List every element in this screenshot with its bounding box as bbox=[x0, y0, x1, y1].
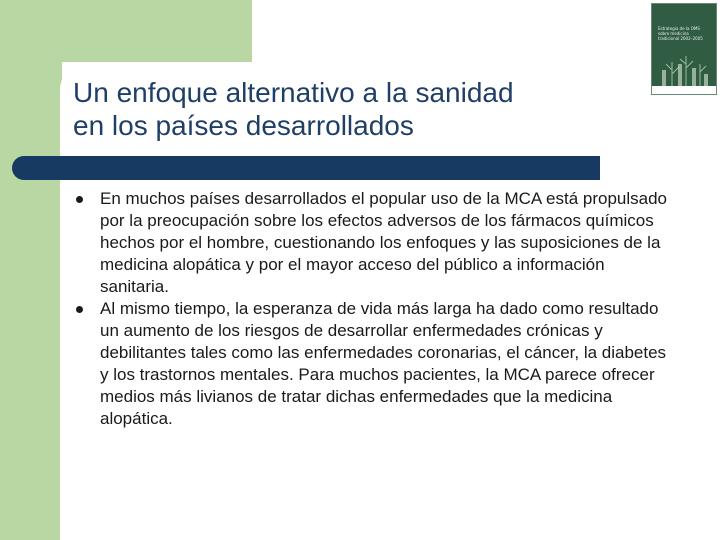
bullet-text: En muchos países desarrollados el popular uso de la MCA está propulsado por la preocupación sobre los efectos adversos de los fármacos químicos hechos por el hombre, cuestionando los enfoques y las suposiciones de la medicina alopática y por el mayor acceso del público a información sanitaria. bbox=[100, 189, 668, 296]
decorative-green-block-left bbox=[0, 62, 62, 540]
document-cover-image bbox=[651, 3, 717, 95]
bullet-text: Al mismo tiempo, la esperanza de vida más larga ha dado como resultado un aumento de los riesgos de desarrollar enfermedades crónicas y debilitantes tales como las enfermedades coronarias, el cáncer, la diabetes y los trastornos mentales. Para muchos pacientes, la MCA parece ofrecer medios más livianos de tratar dichas enfermedades que la medicina alopática. bbox=[100, 299, 667, 428]
slide-title bbox=[73, 76, 633, 142]
bullet-item bbox=[76, 298, 676, 430]
bullet-dot-icon bbox=[76, 306, 83, 313]
bullet-item bbox=[76, 188, 676, 298]
document-cover-text: Estrategia de la OMS sobre medicina tradicional 2002–2005 bbox=[658, 26, 703, 41]
plant-illustration-icon bbox=[652, 4, 717, 95]
bullet-dot-icon bbox=[76, 196, 83, 203]
decorative-green-block-top bbox=[0, 0, 252, 62]
title-underline-bar bbox=[12, 156, 600, 180]
bullet-list bbox=[76, 188, 676, 430]
slide-title-line-2: en los países desarrollados bbox=[73, 110, 414, 141]
document-cover-stripe bbox=[652, 86, 717, 94]
slide-title-line-1: Un enfoque alternativo a la sanidad bbox=[73, 77, 514, 108]
